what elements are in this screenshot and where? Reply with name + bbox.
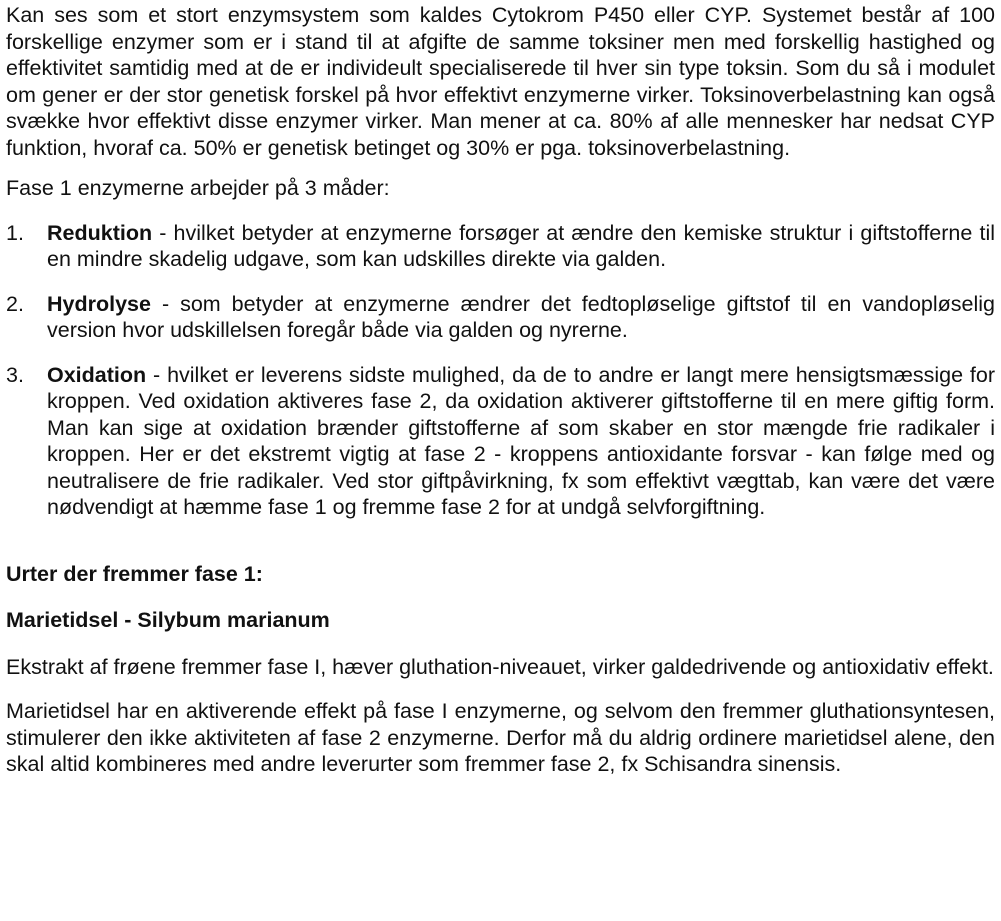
herb-heading: Marietidsel - Silybum marianum bbox=[6, 608, 330, 632]
list-text: - hvilket er leverens sidste mulighed, da de to andre er langt mere hensigtsmæssige for kroppen. Ved oxidation aktiveres fase 2, da oxidation aktiverer giftstofferne til en mere giftig form. Man kan sige at oxidation brænder giftstofferne af som skaber en stor mængde frie radikaler i kroppen. Her er det ekstremt vigtig at fase 2 - kroppens antioxidante forsvar - kan følge med og neutralisere de frie radikaler. Ved stor giftpåvirkning, fx som effektivt vægttab, kan være det være nødvendigt at hæmme fase 1 og fremme fase 2 for at undgå selvforgiftning. bbox=[47, 362, 995, 519]
list-term: Oxidation bbox=[47, 362, 147, 387]
list-number: 3. bbox=[6, 362, 24, 387]
list-item bbox=[6, 362, 995, 521]
list-term: Reduktion bbox=[47, 220, 153, 245]
list-number: 1. bbox=[6, 220, 24, 245]
list-text: - hvilket betyder at enzymerne forsøger at ændre den kemiske struktur i giftstofferne til en mindre skadelig udgave, som kan udskilles direkte via galden. bbox=[47, 220, 995, 271]
herb-paragraph: Ekstrakt af frøene fremmer fase I, hæver gluthation-niveauet, virker galdedrivende og antioxidativ effekt. bbox=[6, 654, 994, 679]
list-number: 2. bbox=[6, 291, 24, 316]
intro-paragraph: Kan ses som et stort enzymsystem som kaldes Cytokrom P450 eller CYP. Systemet består af 100 forskellige enzymer som er i stand til at afgifte de samme toksiner men med forskellig hastighed og effektivitet samtidig med at de er individeult specialiserede til hver sin type toksin. Som du så i modulet om gener er der stor genetisk forskel på hvor effektivt enzymerne virker. Toksinoverbelastning kan også svække hvor effektivt disse enzymer virker. Man mener at ca. 80% af alle mennesker har nedsat CYP funktion, hvoraf ca. 50% er genetisk betinget og 30% er pga. toksinoverbelastning. bbox=[6, 3, 995, 160]
herb-paragraph: Marietidsel har en aktiverende effekt på fase I enzymerne, og selvom den fremmer gluthationsyntesen, stimulerer den ikke aktiviteten af fase 2 enzymerne. Derfor må du aldrig ordinere marietidsel alene, den skal altid kombineres med andre leverurter som fremmer fase 2, fx Schisandra sinensis. bbox=[6, 699, 995, 776]
list-text: - som betyder at enzymerne ændrer det fedtopløselige giftstof til en vandopløselig version hvor udskillelsen foregår både via galden og nyrerne. bbox=[47, 291, 995, 342]
phase-list bbox=[6, 220, 995, 521]
list-term: Hydrolyse bbox=[47, 291, 151, 316]
list-item bbox=[6, 291, 995, 344]
section-heading: Urter der fremmer fase 1: bbox=[6, 561, 263, 586]
phase-intro-text: Fase 1 enzymerne arbejder på 3 måder: bbox=[6, 176, 390, 200]
list-item bbox=[6, 220, 995, 273]
